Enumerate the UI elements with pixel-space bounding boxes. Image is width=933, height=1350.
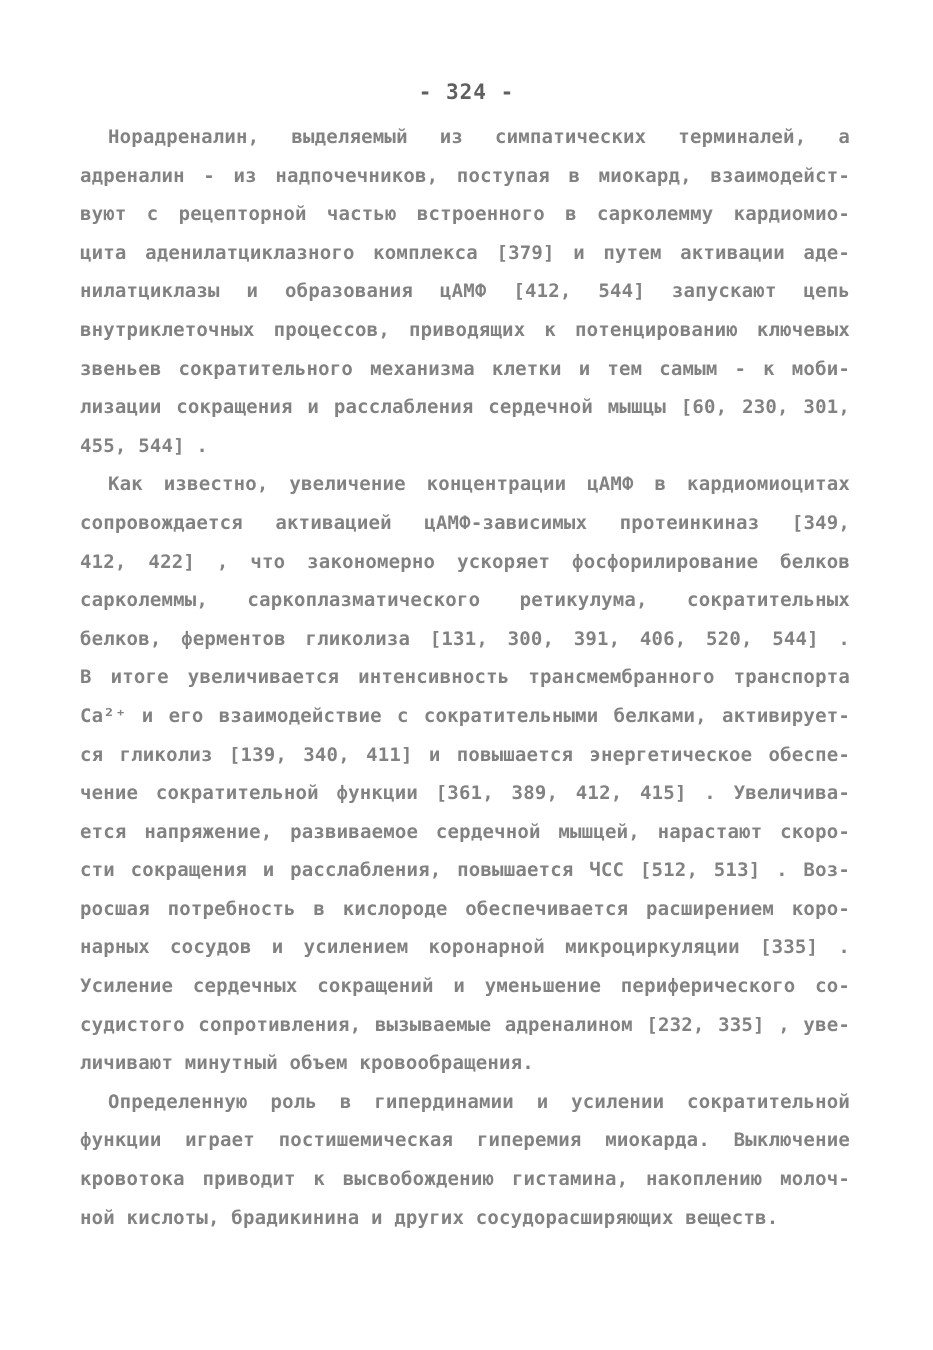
text-line: цита аденилатциклазного комплекса [379] и путем активации аде-: [80, 241, 850, 264]
text-line: Усиление сердечных сокращений и уменьшение периферического со-: [80, 975, 850, 998]
text-line: ется напряжение, развиваемое сердечной мышцей, нарастают скоро-: [80, 820, 850, 843]
text-line: 412, 422] , что закономерно ускоряет фосфорилирование белков: [80, 550, 850, 573]
text-line: вуют с рецепторной частью встроенного в сарколемму кардиомио-: [80, 203, 850, 226]
text-line: кровотока приводит к высвобождению гистамина, накоплению молоч-: [80, 1168, 850, 1191]
paragraph-3: [80, 1083, 850, 1237]
text-line: сарколеммы, саркоплазматического ретикулума, сократительных: [80, 589, 850, 612]
text-line: 455, 544] .: [80, 434, 209, 457]
paragraph-1: [80, 118, 850, 465]
body-text: [80, 118, 850, 1237]
page-number: - 324 -: [418, 80, 515, 104]
text-line: ся гликолиз [139, 340, 411] и повышается энергетическое обеспе-: [80, 743, 850, 766]
text-line: нарных сосудов и усилением коронарной микроциркуляции [335] .: [80, 936, 850, 959]
text-line: В итоге увеличивается интенсивность трансмембранного транспорта: [80, 666, 850, 689]
text-line: Норадреналин, выделяемый из симпатических терминалей, а: [108, 126, 850, 148]
text-line: нилатциклазы и образования цАМФ [412, 544] запускают цепь: [80, 280, 850, 303]
text-line: Определенную роль в гипердинамии и усилении сократительной: [108, 1090, 850, 1113]
text-line: внутриклеточных процессов, приводящих к потенцированию ключевых: [80, 318, 850, 341]
text-line: лизации сокращения и расслабления сердечной мышцы [60, 230, 301,: [80, 396, 850, 419]
text-line: росшая потребность в кислороде обеспечивается расширением коро-: [80, 897, 850, 920]
text-line: ной кислоты, брадикинина и других сосудорасширяющих веществ.: [80, 1206, 779, 1229]
paragraph-2: [80, 465, 850, 1083]
text-line: звеньев сократительного механизма клетки и тем самым - к моби-: [80, 357, 850, 380]
text-line: адреналин - из надпочечников, поступая в миокард, взаимодейст-: [80, 164, 850, 187]
text-line: сопровождается активацией цАМФ-зависимых протеинкиназ [349,: [80, 511, 850, 534]
text-line: функции играет постишемическая гиперемия миокарда. Выключение: [80, 1129, 850, 1152]
text-line: чение сократительной функции [361, 389, 412, 415] . Увеличива-: [80, 782, 850, 805]
text-line: Как известно, увеличение концентрации цАМФ в кардиомиоцитах: [108, 473, 850, 496]
text-line: Ca²⁺ и его взаимодействие с сократительными белками, активирует-: [80, 704, 850, 727]
text-line: личивают минутный объем кровообращения.: [80, 1052, 534, 1075]
text-line: белков, ферментов гликолиза [131, 300, 391, 406, 520, 544] .: [80, 627, 850, 650]
text-line: сти сокращения и расслабления, повышается ЧСС [512, 513] . Воз-: [80, 859, 850, 882]
text-line: судистого сопротивления, вызываемые адреналином [232, 335] , уве-: [80, 1013, 850, 1036]
